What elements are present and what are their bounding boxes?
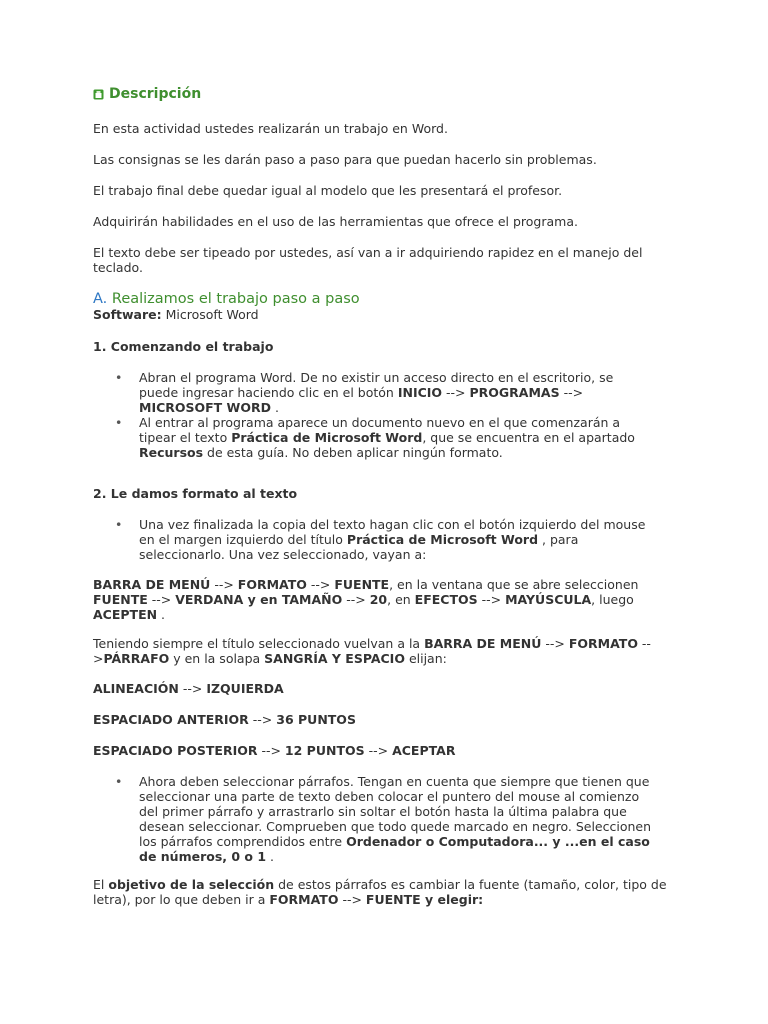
description-paragraph: Adquirirán habilidades en el uso de las herramientas que ofrece el programa. xyxy=(93,214,578,229)
step-2-title-text: 2. Le damos formato al texto xyxy=(93,486,298,501)
description-paragraph: En esta actividad ustedes realizarán un trabajo en Word. xyxy=(93,121,448,136)
section-title: Realizamos el trabajo paso a paso xyxy=(111,291,360,307)
step-2-list xyxy=(93,517,653,562)
software-value: Microsoft Word xyxy=(161,307,259,322)
description-heading xyxy=(93,86,673,103)
section-letter: A. xyxy=(93,291,108,307)
description-paragraph: Las consignas se les darán paso a paso para que puedan hacerlo sin problemas. xyxy=(93,152,597,167)
section-a-heading xyxy=(93,291,673,308)
step-2-list-b xyxy=(93,774,653,864)
selection-objective: El objetivo de la selección de estos párrafos es cambiar la fuente (tamaño, color, tipo de letra), por lo que deben ir a FORMATO --> FUENTE y elegir: xyxy=(93,877,667,907)
spacing-after-line: ESPACIADO POSTERIOR --> 12 PUNTOS --> ACEPTAR xyxy=(93,743,456,758)
step-1-list xyxy=(93,370,653,460)
spacing-before-line: ESPACIADO ANTERIOR --> 36 PUNTOS xyxy=(93,712,356,727)
software-line xyxy=(93,307,673,322)
paragraph-instructions: Teniendo siempre el título seleccionado vuelvan a la BARRA DE MENÚ --> FORMATO -->PÁRRAFO y en la solapa SANGRÍA Y ESPACIO elijan: xyxy=(93,636,651,666)
document-icon xyxy=(93,89,104,100)
software-label: Software: xyxy=(93,307,162,322)
list-item: • Una vez finalizada la copia del texto hagan clic con el botón izquierdo del mouse en el margen izquierdo del título Práctica de Microsoft Word , para seleccionarlo. Una vez seleccionado, vayan a: xyxy=(93,517,653,562)
description-paragraph: El trabajo final debe quedar igual al modelo que les presentará el profesor. xyxy=(93,183,563,198)
step-2-title xyxy=(93,486,673,501)
description-paragraph: El texto debe ser tipeado por ustedes, así van a ir adquiriendo rapidez en el manejo del teclado. xyxy=(93,245,643,275)
alignment-line: ALINEACIÓN --> IZQUIERDA xyxy=(93,681,284,696)
menu-instructions: BARRA DE MENÚ --> FORMATO --> FUENTE, en la ventana que se abre seleccionen FUENTE --> VERDANA y en TAMAÑO --> 20, en EFECTOS --> MAYÚSCULA, luego ACEPTEN . xyxy=(93,577,639,622)
list-item: • Al entrar al programa aparece un documento nuevo en el que comenzarán a tipear el texto Práctica de Microsoft Word, que se encuentra en el apartado Recursos de esta guía. No deben aplicar ningún formato. xyxy=(93,415,653,460)
list-item: • Abran el programa Word. De no existir un acceso directo en el escritorio, se puede ingresar haciendo clic en el botón INICIO --> PROGRAMAS --> MICROSOFT WORD . xyxy=(93,370,653,415)
list-item: • Ahora deben seleccionar párrafos. Tengan en cuenta que siempre que tienen que seleccionar una parte de texto deben colocar el puntero del mouse al comienzo del primer párrafo y arrastrarlo sin soltar el botón hasta la última palabra que desean seleccionar. Comprueben que todo quede marcado en negro. Seleccionen los párrafos comprendidos entre Ordenador o Computadora... y ...en el caso de números, 0 o 1 . xyxy=(93,774,653,864)
description-title: Descripción xyxy=(109,86,202,102)
step-1-title-text: 1. Comenzando el trabajo xyxy=(93,339,274,354)
step-1-title xyxy=(93,339,673,354)
